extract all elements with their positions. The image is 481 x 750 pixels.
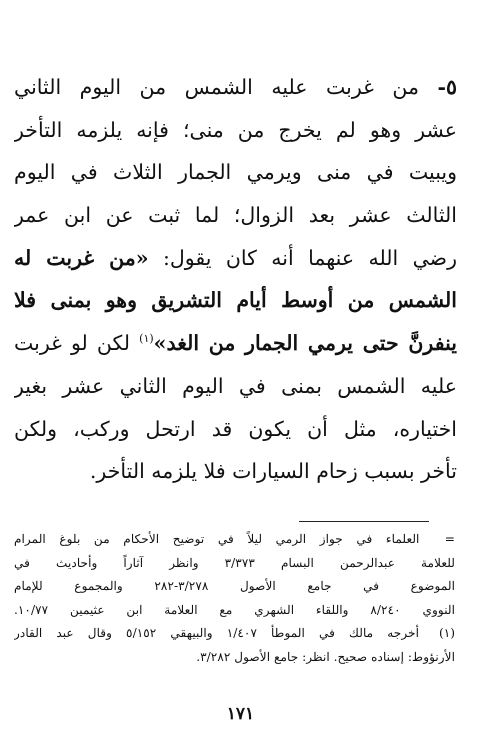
text-line-5 — [14, 237, 457, 280]
text-line-4: الثالث عشر بعد الزوال؛ لما ثبت عن ابن عمر — [14, 203, 457, 228]
footnote-continuation-line-4: النووي ٨/٢٤٠ واللقاء الشهري مع العلامة ابن عثيمين ١٠/٧٧. — [14, 602, 455, 617]
hadith-quote-start: «من غربت له — [14, 245, 149, 270]
text-line-2: عشر وهو لم يخرج من منى؛ فإنه يلزمه التأخر — [14, 117, 457, 142]
footnote-continuation-line-3: الموضوع في جامع الأصول ٣/٢٧٨-٢٨٢ والمجموع للإمام — [14, 579, 455, 593]
continuation-marker: = — [444, 532, 455, 546]
page-number: ١٧١ — [226, 704, 255, 724]
item-number: ٥- — [437, 75, 457, 99]
text-line-7-normal: لكن لو غربت — [14, 331, 131, 356]
footnote-continuation-text-1: العلماء في جواز الرمي ليلاً في توضيح الأحكام من بلوغ المرام — [14, 532, 420, 546]
footnote-continuation-line-1 — [14, 528, 455, 552]
footnote-1-line-1 — [14, 622, 455, 646]
footnote-1-text-1: أخرجه مالك في الموطأ ١/٤٠٧ والبيهقي ٥/١٥٢ وقال عبد القادر — [14, 626, 419, 640]
text-line-1-content: من غربت عليه الشمس من اليوم الثاني — [14, 75, 419, 99]
footnote-separator — [299, 521, 429, 522]
text-line-1 — [14, 66, 457, 109]
footnotes-section — [14, 528, 455, 669]
text-line-3: ويبيت في منى ويرمي الجمار الثلاث في اليوم — [14, 160, 457, 185]
text-line-9: اختياره، مثل أن يكون قد ارتحل وركب، ولكن — [14, 416, 457, 441]
footnote-1-marker: (١) — [438, 626, 455, 640]
main-paragraph — [14, 66, 457, 493]
footnote-1-line-2: الأرنؤوط: إسناده صحيح. انظر: جامع الأصول ٣/٢٨٢. — [196, 649, 455, 664]
hadith-quote-end: ينفرنَّ حتى يرمي الجمار من الغد» — [153, 331, 457, 356]
hadith-quote-middle: الشمس من أوسط أيام التشريق وهو بمنى فلا — [14, 288, 457, 313]
text-line-8: عليه الشمس بمنى في اليوم الثاني عشر بغير — [14, 373, 457, 398]
text-line-7 — [14, 322, 457, 365]
text-line-10: تأخر بسبب زحام السيارات فلا يلزمه التأخر. — [89, 459, 457, 484]
text-line-5-normal: رضي الله عنهما أنه كان يقول: — [162, 245, 457, 270]
footnote-reference: (١) — [139, 332, 154, 346]
footnote-continuation-line-2: للعلامة عبدالرحمن البسام ٣/٣٧٣ وانظر آثاراً وأحاديث في — [14, 555, 455, 570]
